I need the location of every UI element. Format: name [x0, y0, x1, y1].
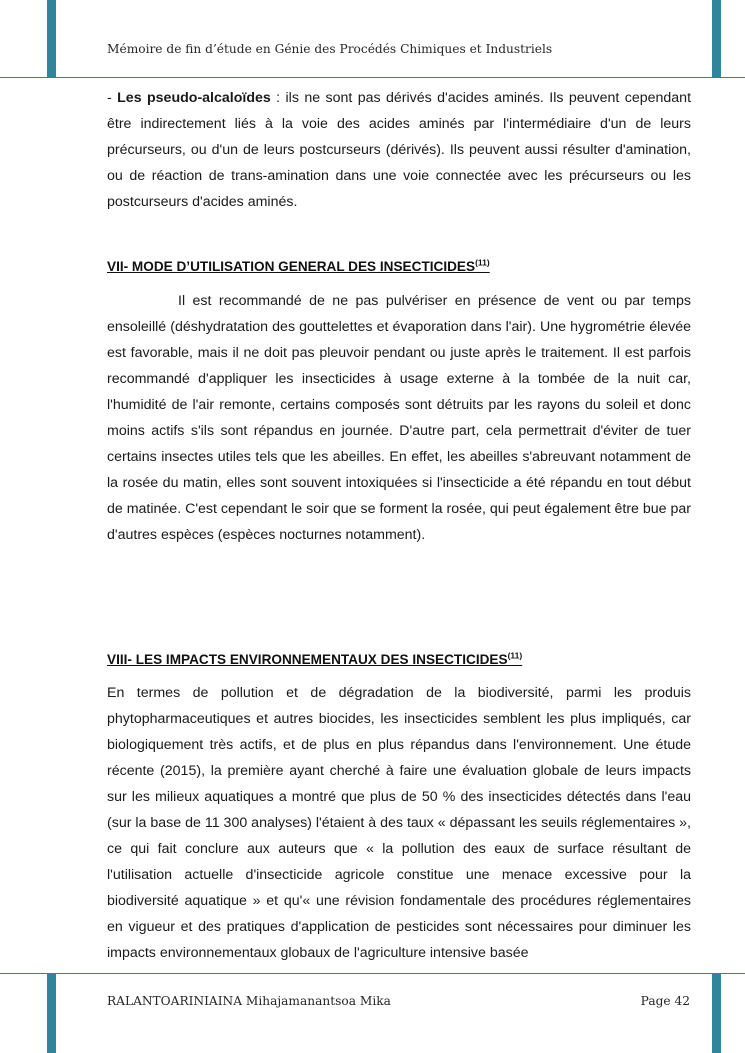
paragraph-mode-utilisation: Il est recommandé de ne pas pulvériser en présence de vent ou par temps ensoleillé (déshydratation des gouttelettes et évaporation dans l'air). Une hygrométrie élevée est favorable, mais il ne doit pas pleuvoir pendant ou juste après le traitement. Il est parfois recommandé d'appliquer les insecticides à usage externe à la tombée de la nuit car, l'humidité de l'air remonte, certains composés sont détruits par les rayons du soleil et donc moins actifs s'ils sont répandus en journée. D'autre part, cela permettrait d'éviter de tuer certains insectes utiles tels que les abeilles. En effet, les abeilles s'abreuvant notamment de la rosée du matin, elles sont souvent intoxiquées si l'insecticide a été répandu en tout début de matinée. C'est cependant le soir que se forment la rosée, qui peut également être bue par d'autres espèces (espèces nocturnes notamment).: [107, 293, 691, 543]
running-header: Mémoire de fin d’étude en Génie des Procédés Chimiques et Industriels: [107, 42, 553, 56]
footer-rule: [0, 973, 745, 974]
reference-vii: (11): [475, 257, 490, 268]
footer-left-bar: [47, 973, 56, 1053]
heading-vii-text: VII- MODE D’UTILISATION GENERAL DES INSECTICIDES: [107, 259, 476, 274]
header-right-bar: [712, 0, 721, 78]
section-heading-viii: [107, 652, 522, 667]
paragraph-pseudo-alcaloides: [107, 85, 691, 215]
paragraph-impacts: En termes de pollution et de dégradation de la biodiversité, parmi les produis phytopharmaceutiques et autres biocides, les insecticides semblent les plus impliqués, car biologiquement très actifs, et de plus en plus répandus dans l'environnement. Une étude récente (2015), la première ayant cherché à faire une évaluation globale de leurs impacts sur les milieux aquatiques a montré que plus de 50 % des insecticides détectés dans l'eau (sur la base de 11 300 analyses) l'étaient à des taux « dépassant les seuils réglementaires », ce qui fait conclure aux auteurs que « la pollution des eaux de surface résultant de l'utilisation actuelle d'insecticide agricole constitue une menace excessive pour la biodiversité aquatique » et qu'« une révision fondamentale des procédures réglementaires en vigueur et des pratiques d'application de pesticides sont nécessaires pour diminuer les impacts environnementaux globaux de l'agriculture intensive basée: [107, 685, 691, 961]
header-rule: [0, 77, 745, 78]
footer-author: RALANTOARINIAINA Mihajamanantsoa Mika: [107, 994, 391, 1008]
term-pseudo-alcaloides: Les pseudo-alcaloïdes: [117, 90, 271, 106]
heading-viii-text: VIII- LES IMPACTS ENVIRONNEMENTAUX DES INSECTICIDES: [107, 652, 508, 667]
section-heading-vii: [107, 259, 490, 274]
footer-right-bar: [712, 973, 721, 1053]
list-dash: -: [107, 90, 118, 106]
page-number: Page 42: [640, 994, 690, 1008]
reference-viii: (11): [507, 650, 523, 661]
pseudo-alcaloides-text: : ils ne sont pas dérivés d'acides aminés. Ils peuvent cependant être indirectement liés à la voie des acides aminés par l'intermédiaire d'un de leurs précurseurs, ou d'un de leurs postcurseurs (dérivés). Ils peuvent aussi résulter d'amination, ou de réaction de trans-amination dans une voie connectée avec les précurseurs ou les postcurseurs d'acides aminés.: [107, 90, 692, 210]
header-left-bar: [47, 0, 56, 78]
